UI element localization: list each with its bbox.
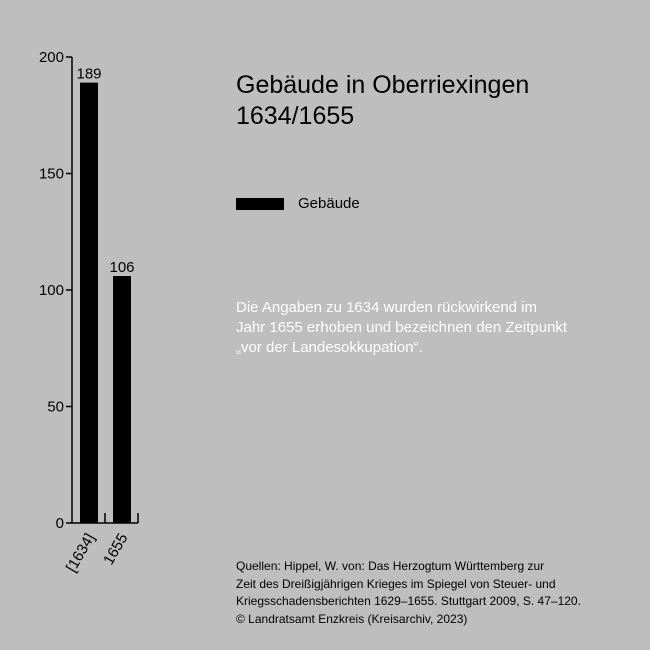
- source-line-3: Kriegsschadensberichten 1629–1655. Stuttgart 2009, S. 47–120.: [236, 594, 581, 608]
- annotation-note: [236, 298, 636, 358]
- y-tick-label-200: 200: [38, 49, 64, 66]
- chart-title: [236, 70, 529, 132]
- x-tick-label-0: [1634]: [62, 530, 99, 576]
- y-tick-label-0: 0: [55, 515, 64, 532]
- legend: [236, 195, 360, 212]
- chart-title-line-2: 1634/1655: [236, 102, 355, 130]
- y-tick-label-150: 150: [38, 165, 64, 183]
- note-line-3: „vor der Landesokkupation“.: [236, 339, 423, 356]
- legend-swatch: [236, 198, 284, 210]
- bar-0: [80, 83, 98, 523]
- source-line-1: Quellen: Hippel, W. von: Das Herzogtum Württemberg zur: [236, 559, 545, 573]
- bar-chart: [0, 0, 230, 600]
- bar-1: [113, 276, 131, 523]
- data-label-0: 189: [76, 65, 102, 83]
- note-line-1: Die Angaben zu 1634 wurden rückwirkend im: [236, 299, 538, 316]
- y-tick-label-50: 50: [47, 398, 64, 416]
- source-citation: [236, 558, 636, 628]
- chart-title-line-1: Gebäude in Oberriexingen: [236, 71, 530, 99]
- note-line-2: Jahr 1655 erhoben und bezeichnen den Zeitpunkt: [236, 319, 568, 336]
- source-line-2: Zeit des Dreißigjährigen Krieges im Spiegel von Steuer- und: [236, 576, 556, 591]
- data-label-1: 106: [109, 259, 135, 277]
- copyright-line: © Landratsamt Enzkreis (Kreisarchiv, 2023): [236, 611, 468, 626]
- legend-label: Gebäude: [298, 195, 360, 212]
- x-tick-label-1: 1655: [100, 530, 132, 568]
- y-tick-label-100: 100: [38, 282, 64, 299]
